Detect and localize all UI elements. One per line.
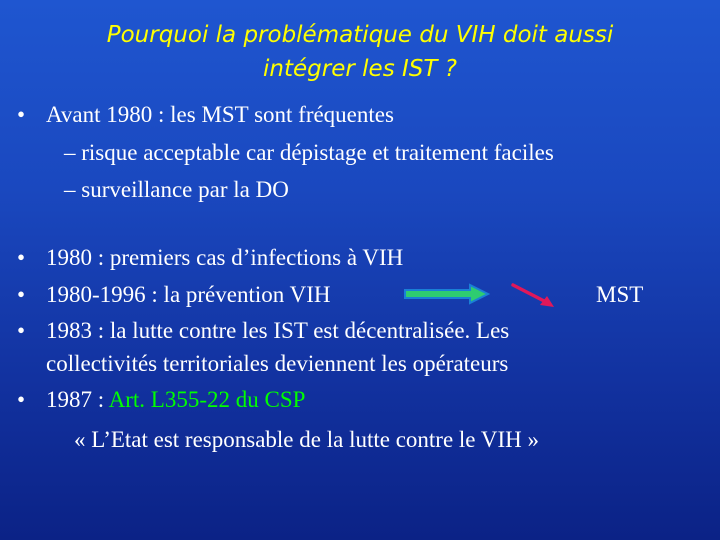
bullet-text: Avant 1980 : les MST sont fréquentes — [46, 102, 394, 127]
bullet-text-prefix: 1987 : — [46, 387, 109, 412]
down-right-arrow-icon — [510, 282, 558, 310]
bullet-marker: • — [17, 318, 26, 343]
title-line-2: intégrer les IST ? — [263, 56, 457, 82]
sub-item-surveillance: – surveillance par la DO — [64, 177, 289, 202]
quote-text: « L’Etat est responsable de la lutte contre le VIH » — [74, 427, 539, 452]
bullet-text-mst: MST — [596, 282, 644, 307]
bullet-text: 1980-1996 : la prévention VIH — [46, 282, 331, 307]
sub-item-risque: – risque acceptable car dépistage et traitement faciles — [64, 140, 554, 165]
slide-title — [40, 18, 680, 86]
bullet-marker: • — [17, 387, 26, 412]
right-arrow-icon — [404, 283, 490, 305]
csp-article-link[interactable]: Art. L355-22 du CSP — [108, 387, 306, 412]
bullet-text — [46, 386, 305, 414]
bullet-text: 1980 : premiers cas d’infections à VIH — [46, 245, 404, 270]
bullet-marker: • — [17, 245, 26, 270]
title-line-1: Pourquoi la problématique du VIH doit aussi — [106, 22, 614, 48]
bullet-marker: • — [17, 102, 26, 127]
bullet-text: 1983 : la lutte contre les IST est décentralisée. Les — [46, 318, 510, 343]
bullet-text-continued: collectivités territoriales deviennent les opérateurs — [46, 351, 509, 376]
bullet-marker: • — [17, 282, 26, 307]
